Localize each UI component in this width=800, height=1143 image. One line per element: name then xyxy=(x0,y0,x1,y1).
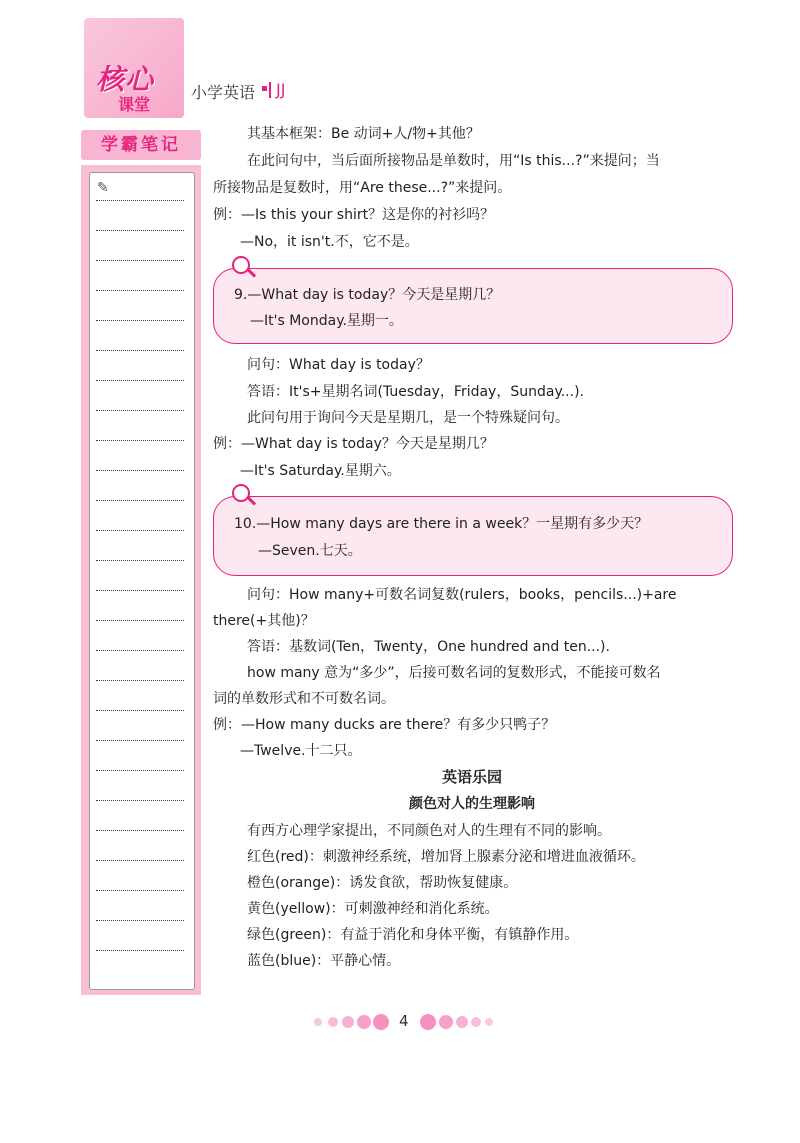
note-rule-line xyxy=(96,590,184,591)
note-rule-line xyxy=(96,470,184,471)
note-rule-line xyxy=(96,440,184,441)
footer-dot xyxy=(342,1016,354,1028)
text-line: 答语：基数词(Ten，Twenty，One hundred and ten...). xyxy=(247,639,610,655)
sentence-box-10 xyxy=(213,496,733,576)
note-rule-line xyxy=(96,710,184,711)
text-line: —It's Saturday.星期六。 xyxy=(240,463,401,479)
sentence-box-9 xyxy=(213,268,733,344)
text-line: how many 意为“多少”，后接可数名词的复数形式，不能接可数名 xyxy=(247,665,661,681)
text-line: 绿色(green)：有益于消化和身体平衡，有镇静作用。 xyxy=(247,927,579,943)
note-rule-line xyxy=(96,890,184,891)
text-line: 橙色(orange)：诱发食欲，帮助恢复健康。 xyxy=(247,875,518,891)
note-rule-line xyxy=(96,410,184,411)
note-rule-line xyxy=(96,200,184,201)
header-square-icon xyxy=(262,86,267,91)
text-line: 例：—Is this your shirt？这是你的衬衫吗？ xyxy=(213,207,495,223)
note-rule-line xyxy=(96,290,184,291)
note-rule-line xyxy=(96,650,184,651)
footer-dot xyxy=(373,1014,389,1030)
text-line: there(+其他)？ xyxy=(213,613,315,629)
note-rule-line xyxy=(96,320,184,321)
text-line: 问句：How many+可数名词复数(rulers，books，pencils...)+are xyxy=(247,587,677,603)
note-rule-line xyxy=(96,500,184,501)
note-rule-line xyxy=(96,560,184,561)
header-divider xyxy=(269,82,271,98)
footer-dot xyxy=(471,1017,481,1027)
text-line: 黄色(yellow)：可刺激神经和消化系统。 xyxy=(247,901,499,917)
notes-title: 学霸笔记 xyxy=(81,130,201,160)
note-rule-line xyxy=(96,740,184,741)
sentence-10-question: 10.—How many days are there in a week？一星期有多少天？ xyxy=(234,516,649,532)
note-rule-line xyxy=(96,800,184,801)
footer-dot xyxy=(456,1016,468,1028)
subject-title: 小学英语 xyxy=(191,83,256,102)
notes-area[interactable] xyxy=(89,172,195,990)
text-line: 词的单数形式和不可数名词。 xyxy=(213,691,395,707)
text-line: 其基本框架：Be 动词+人/物+其他？ xyxy=(247,126,480,142)
section-heading: 英语乐园 xyxy=(441,768,502,786)
text-line: 例：—What day is today？今天是星期几？ xyxy=(213,436,494,452)
text-line: 所接物品是复数时，用“Are these...?”来提问。 xyxy=(213,180,512,196)
sentence-10-answer: —Seven.七天。 xyxy=(258,543,362,559)
footer-dot xyxy=(357,1015,371,1029)
page-number: 4 xyxy=(399,1012,409,1030)
series-label: JJ xyxy=(276,80,286,99)
note-rule-line xyxy=(96,380,184,381)
text-line: 红色(red)：刺激神经系统，增加肾上腺素分泌和增进血液循环。 xyxy=(247,849,645,865)
footer-dot xyxy=(328,1017,338,1027)
footer-dot xyxy=(485,1018,493,1026)
note-rule-line xyxy=(96,260,184,261)
note-rule-line xyxy=(96,620,184,621)
footer-dot xyxy=(314,1018,322,1026)
text-line: —Twelve.十二只。 xyxy=(240,743,362,759)
note-rule-line xyxy=(96,230,184,231)
note-rule-line xyxy=(96,950,184,951)
text-line: 答语：It's+星期名词(Tuesday，Friday，Sunday...). xyxy=(247,384,584,400)
text-line: 例：—How many ducks are there？有多少只鸭子？ xyxy=(213,717,556,733)
text-line: 在此问句中，当后面所接物品是单数时，用“Is this...?”来提问；当 xyxy=(247,153,660,169)
note-rule-line xyxy=(96,770,184,771)
note-rule-line xyxy=(96,920,184,921)
text-line: 蓝色(blue)：平静心情。 xyxy=(247,953,401,969)
footer-dot xyxy=(439,1015,453,1029)
sentence-9-question: 9.—What day is today？今天是星期几？ xyxy=(234,287,501,303)
text-line: 有西方心理学家提出，不同颜色对人的生理有不同的影响。 xyxy=(247,823,611,839)
text-line: —No，it isn't.不，它不是。 xyxy=(240,234,419,250)
text-line: 此问句用于询问今天是星期几，是一个特殊疑问句。 xyxy=(247,410,569,426)
note-rule-line xyxy=(96,350,184,351)
logo-title: 核心 xyxy=(96,63,155,96)
text-line: 问句：What day is today？ xyxy=(247,357,430,373)
note-rule-line xyxy=(96,830,184,831)
pencil-icon: ✎ xyxy=(97,180,109,196)
note-rule-line xyxy=(96,860,184,861)
section-subheading: 颜色对人的生理影响 xyxy=(409,796,535,812)
sentence-9-answer: —It's Monday.星期一。 xyxy=(250,313,403,329)
logo-subtitle: 课堂 xyxy=(118,95,151,114)
note-rule-line xyxy=(96,680,184,681)
footer-dot xyxy=(420,1014,436,1030)
note-rule-line xyxy=(96,530,184,531)
